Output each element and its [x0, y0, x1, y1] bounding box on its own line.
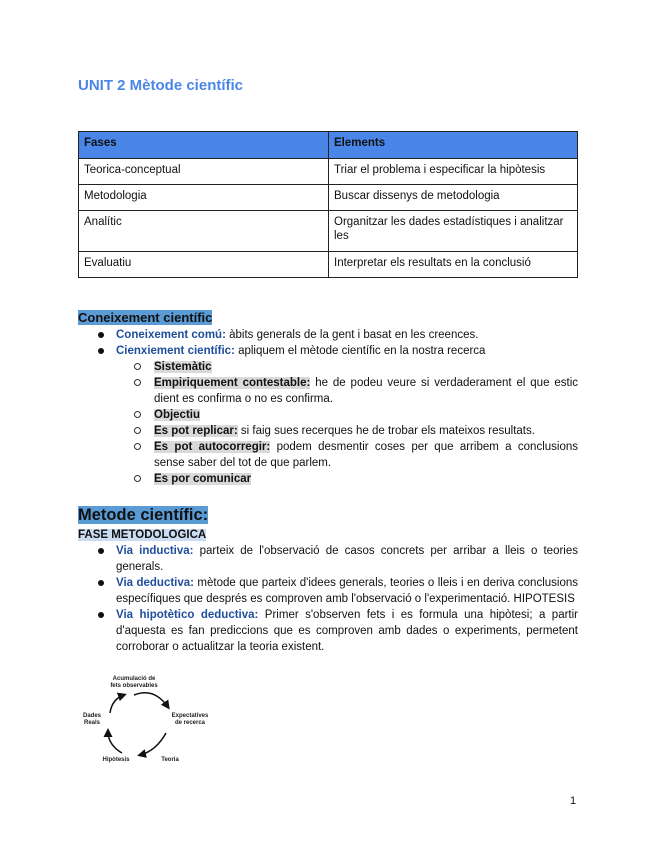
list-item [78, 543, 578, 575]
table-cell: Triar el problema i especificar la hipòtesis [329, 159, 578, 185]
table-header-row [79, 132, 578, 159]
cycle-label-bottom-left: Hipòtesis [102, 757, 130, 763]
circle-bullet-icon [134, 427, 141, 434]
sub-list-item [78, 439, 578, 471]
sub-list-item [78, 407, 578, 423]
section-heading-scientific-method [78, 506, 208, 525]
cycle-label-left: Reals [83, 720, 101, 726]
sub-item-term: Objectiu [154, 409, 201, 421]
cycle-label-top: Acumulació de [112, 676, 156, 682]
list-item [78, 343, 578, 359]
cycle-arrow [140, 733, 166, 755]
list-item [78, 575, 578, 607]
sub-item-term: Es por comunicar [154, 473, 252, 485]
table-cell: Buscar dissenys de metodologia [329, 185, 578, 211]
item-text: apliquem el mètode científic en la nostra recerca [234, 345, 486, 357]
list-item [78, 607, 578, 655]
circle-bullet-icon [134, 443, 141, 450]
phases-table [78, 131, 578, 278]
sub-item-term: Es pot replicar: [154, 425, 238, 437]
scientific-knowledge-list [78, 327, 578, 487]
list-item [78, 327, 578, 343]
bullet-icon [98, 332, 104, 338]
table-cell: Interpretar els resultats en la conclusió [329, 252, 578, 278]
bullet-icon [98, 580, 104, 586]
circle-bullet-icon [134, 363, 141, 370]
document-title: UNIT 2 Mètode científic [78, 77, 244, 94]
cycle-label-bottom-right: Teoria [161, 757, 179, 763]
section-heading-scientific-knowledge [78, 310, 212, 325]
circle-bullet-icon [134, 475, 141, 482]
bullet-icon [98, 348, 104, 354]
cycle-label-top: fets observables [110, 683, 158, 689]
table-cell: Organitzar les dades estadístiques i analitzar les [329, 211, 578, 252]
research-cycle-diagram [78, 673, 218, 765]
table-cell: Metodologia [79, 185, 329, 211]
table-header-cell: Fases [79, 132, 329, 159]
table-row [79, 185, 578, 211]
sub-item-term: Sistemàtic [154, 361, 212, 373]
table-header-cell: Elements [329, 132, 578, 159]
subheading-text: FASE METODOLOGICA [78, 529, 207, 541]
scientific-method-list [78, 543, 578, 655]
cycle-label-right: Expectatives [171, 713, 209, 719]
sub-item-text: si faig sues recerques he de trobar els mateixos resultats. [237, 425, 535, 437]
sub-item-term: Empiriquement contestable: [154, 377, 311, 389]
sub-item-text: podem desmentir coses per que arribem a conclusions sense saber del tot de que parlem. [154, 441, 578, 469]
table-row [79, 211, 578, 252]
circle-bullet-icon [134, 379, 141, 386]
item-text: parteix de l'observació de casos concrets per arribar a lleis o teories generals. [116, 545, 578, 573]
heading-text: Metode científic: [78, 506, 209, 524]
page-number: 1 [570, 795, 577, 807]
sub-list-item [78, 471, 578, 487]
item-text: àbits generals de la gent i basat en les creences. [225, 329, 479, 341]
bullet-icon [98, 612, 104, 618]
item-term: Via hipotètico deductiva: [116, 609, 259, 621]
cycle-arrow [108, 731, 122, 753]
table-row [79, 252, 578, 278]
item-term: Via inductiva: [116, 545, 194, 557]
sub-list-item [78, 375, 578, 407]
cycle-arrow [134, 693, 168, 707]
heading-text: Coneixement científic [78, 310, 213, 325]
circle-bullet-icon [134, 411, 141, 418]
table-cell: Teorica-conceptual [79, 159, 329, 185]
sub-item-text: he de podeu veure si verdaderament el que estic dient es confirma o no es confirma. [154, 377, 578, 405]
item-text: Primer s'observen fets i es formula una hipòtesi; a partir d'aquesta es fan prediccions que es comproven amb dades o experiments, permetent corroborar o actualitzar la teoria existent. [116, 609, 578, 653]
item-term: Coneixement comú: [116, 329, 226, 341]
cycle-label-right: de recerca [174, 720, 206, 726]
item-term: Via deductiva: [116, 577, 194, 589]
table-row [79, 159, 578, 185]
table-cell: Analític [79, 211, 329, 252]
item-term: Cienxiement científic: [116, 345, 235, 357]
sub-list-item [78, 359, 578, 375]
subheading-methodological-phase [78, 529, 206, 541]
item-text: mètode que parteix d'idees generals, teories o lleis i en deriva conclusions específiques que després es comproven amb l'observació o l'experimentació. HIPOTESIS [116, 577, 579, 605]
cycle-label-left: Dades [82, 713, 102, 719]
sub-list-item [78, 423, 578, 439]
table-cell: Evaluatiu [79, 252, 329, 278]
bullet-icon [98, 548, 104, 554]
cycle-arrow [110, 695, 124, 713]
sub-item-term: Es pot autocorregir: [154, 441, 271, 453]
